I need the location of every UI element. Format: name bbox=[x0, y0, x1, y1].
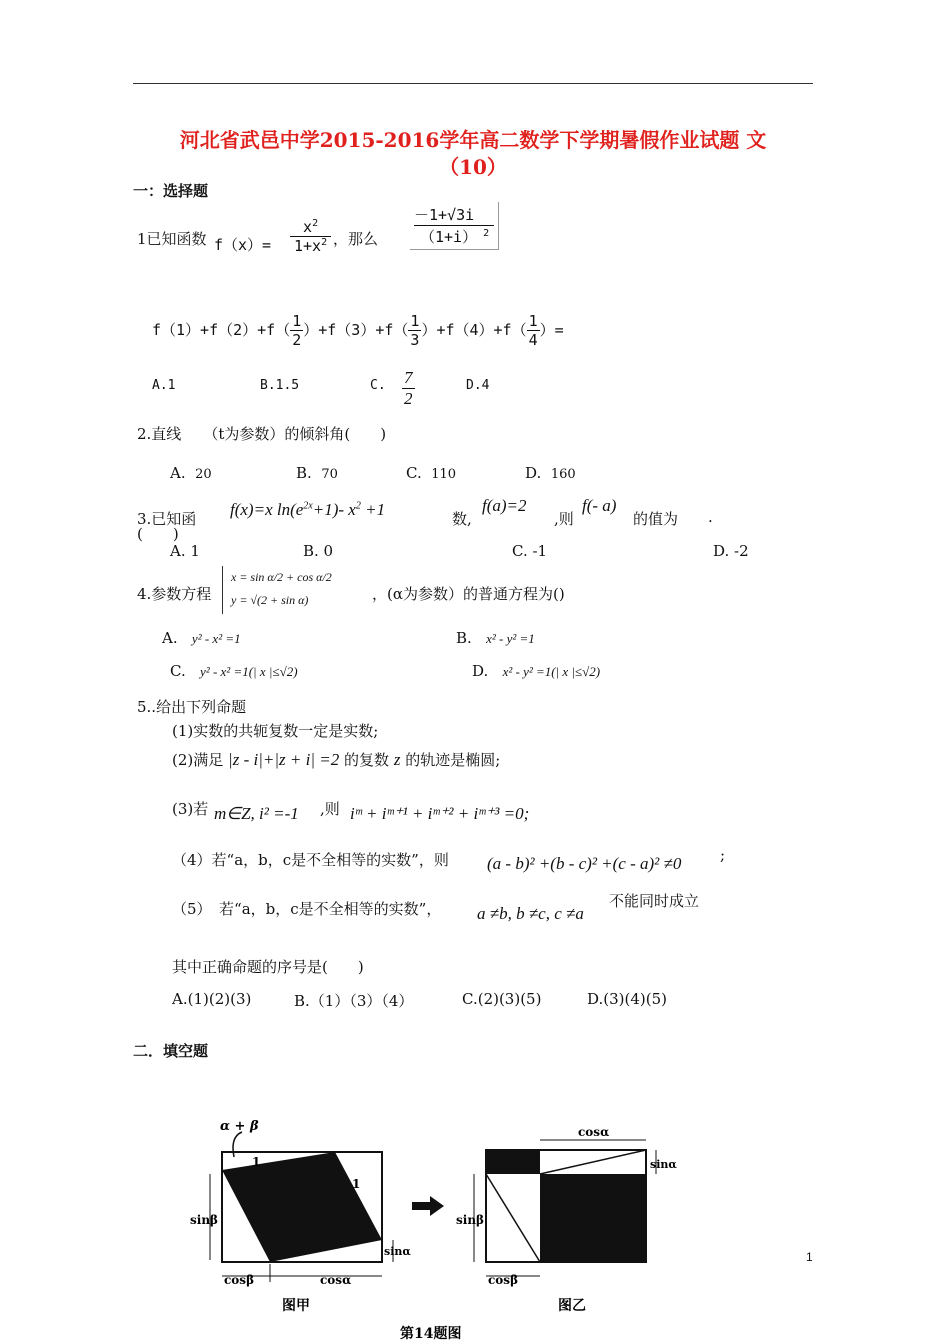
q4-c-label: C. bbox=[170, 662, 186, 680]
q5-p2-c: 的轨迹是椭圆; bbox=[405, 751, 501, 769]
q5-p4-math: (a - b)² +(b - c)² +(c - a)² ≠0 bbox=[487, 854, 682, 873]
figure-a-angle-arc bbox=[233, 1132, 242, 1157]
q1-sum-text: f（1）+f（2）+f（ bbox=[152, 321, 291, 339]
q1-then: ，那么 bbox=[333, 230, 379, 248]
q5-option-b: B.（1）（3）（4） bbox=[294, 992, 414, 1010]
q5-p5-a: （5） 若“a，b，c是不全相等的实数”， bbox=[172, 900, 442, 918]
figure-b-cosa: cosα bbox=[578, 1125, 610, 1139]
arrow-icon bbox=[412, 1196, 444, 1216]
figure-caption: 第14题图 bbox=[400, 1326, 462, 1342]
q4-eq2: y = √(2 + sin α) bbox=[231, 593, 309, 607]
page-number: 1 bbox=[806, 1250, 813, 1264]
q5-option-c: C.(2)(3)(5) bbox=[462, 990, 542, 1008]
section-choice: 一：选择题 bbox=[133, 182, 209, 200]
q1-option-c-label: C. bbox=[370, 378, 386, 393]
q5-p1: (1)实数的共轭复数一定是实数; bbox=[172, 722, 379, 740]
q5-p5-math: a ≠b, b ≠c, c ≠a bbox=[477, 904, 584, 923]
q1-box-den: （1+i） bbox=[420, 228, 478, 246]
q2-text-a: 2.直线 bbox=[137, 425, 182, 443]
q2-text-b: （t为参数）的倾斜角( ) bbox=[203, 425, 387, 443]
q2-d-value: 160 bbox=[550, 467, 576, 482]
q4-option-a bbox=[162, 629, 241, 647]
q5-p5-b: 不能同时成立 bbox=[609, 892, 700, 910]
q2-option-c bbox=[406, 464, 456, 482]
q5-p3-a: (3)若 bbox=[172, 800, 209, 818]
q5-p4-a: （4）若“a，b，c是不全相等的实数”，则 bbox=[172, 851, 449, 869]
q3-paren: ( ) bbox=[137, 525, 179, 543]
q3-mid: 数, bbox=[452, 510, 472, 528]
q2-a-label: A. bbox=[170, 464, 186, 482]
q5-ask: 其中正确命题的序号是( ) bbox=[172, 958, 364, 976]
q5-p2-a: (2)满足 bbox=[172, 751, 224, 769]
figure-a-cosb: cosβ bbox=[224, 1273, 255, 1287]
q3-option-d: D. -2 bbox=[713, 542, 749, 560]
q1-box-num: －1+√3i bbox=[414, 204, 494, 226]
q4-b-value: x² - y² =1 bbox=[486, 631, 535, 646]
document-title-line2: （10） bbox=[439, 155, 507, 179]
q4-option-d bbox=[472, 662, 600, 680]
q2-option-b bbox=[296, 464, 338, 482]
figure-b bbox=[456, 1125, 677, 1314]
q3-func-c: +1 bbox=[360, 500, 386, 519]
q1-den: 1+x bbox=[294, 237, 322, 255]
figure-b-diagonal-left bbox=[486, 1174, 540, 1262]
q3-fma: f(- a) bbox=[582, 496, 617, 515]
q3-func-b: +1)- x bbox=[312, 500, 356, 519]
q2-b-value: 70 bbox=[321, 467, 338, 482]
q1-option-d: D.4 bbox=[466, 378, 490, 393]
q3-option-c: C. -1 bbox=[512, 542, 548, 560]
q3-option-a: A. 1 bbox=[170, 542, 200, 560]
q5-prefix: 5..给出下列命题 bbox=[137, 698, 247, 716]
q1-num: x bbox=[303, 218, 313, 236]
figure-a-one-top: 1 bbox=[252, 1155, 261, 1169]
q1-option-c bbox=[402, 368, 415, 409]
figure-b-caption: 图乙 bbox=[558, 1298, 586, 1314]
q2-d-label: D. bbox=[525, 464, 542, 482]
q5-p3-b: ,则 bbox=[320, 800, 340, 818]
q5-p2-b: 的复数 bbox=[344, 751, 390, 769]
q4-eq1: x = sin α/2 + cos α/2 bbox=[231, 570, 332, 584]
q1-sum: f（1）+f（2）+f（ $\frac{1}{2}$ ）+f（3）+f（ $\frac{1}{3}$ ）+f（4）+f（ $\frac{1}{4}$ ）= bbox=[152, 312, 564, 349]
figure-a-cosa: cosα bbox=[320, 1273, 352, 1287]
q5-p3-m2: iᵐ + iᵐ⁺¹ + iᵐ⁺² + iᵐ⁺³ =0; bbox=[350, 804, 530, 823]
q3-prefix: 3.已知函 bbox=[137, 510, 197, 528]
figure-a-caption: 图甲 bbox=[282, 1298, 310, 1314]
q1-c-num: 7 bbox=[404, 368, 413, 387]
figure-a-sinb: sinβ bbox=[190, 1213, 219, 1227]
q3-func-exp: 2x bbox=[303, 500, 313, 512]
q1-prefix: 1已知函数 bbox=[137, 230, 207, 248]
q5-p4-end: ; bbox=[720, 846, 726, 864]
figure-a-parallelogram bbox=[222, 1152, 382, 1262]
q1-c-den: 2 bbox=[404, 389, 413, 408]
header-rule bbox=[133, 83, 813, 84]
q3-dot: . bbox=[708, 508, 713, 526]
q4-system bbox=[222, 566, 332, 614]
q4-b-label: B. bbox=[456, 629, 472, 647]
q3-func-a: f(x)=x ln(e bbox=[230, 500, 304, 519]
q1-box: －1+√3i （1+i） $^2$ bbox=[410, 202, 499, 250]
q4-d-value: x² - y² =1(| x |≤√2) bbox=[502, 664, 601, 679]
q5-option-d: D.(3)(4)(5) bbox=[587, 990, 668, 1008]
figure-b-diagonal-top bbox=[540, 1150, 646, 1174]
q4-option-c bbox=[170, 662, 298, 680]
q1-option-b: B.1.5 bbox=[260, 378, 300, 393]
q4-c-value: y² - x² =1(| x |≤√2) bbox=[200, 664, 298, 679]
q4-suffix: ，(α为参数）的普通方程为() bbox=[372, 585, 565, 603]
figure-b-main-block bbox=[540, 1174, 646, 1262]
q1-func: f（x）= bbox=[214, 236, 272, 254]
q5-p2-math: |z - i|+|z + i| =2 bbox=[228, 750, 340, 769]
q2-option-d bbox=[525, 464, 576, 482]
figure-b-sinb: sinβ bbox=[456, 1213, 485, 1227]
figure-a-alpha-beta: α + β bbox=[220, 1119, 259, 1134]
q4-option-b bbox=[456, 629, 535, 647]
figure-b-cosb: cosβ bbox=[488, 1273, 519, 1287]
q3-tail: 的值为 bbox=[633, 510, 679, 528]
figure-a-one-right: 1 bbox=[352, 1177, 361, 1191]
q5-option-a: A.(1)(2)(3) bbox=[172, 990, 252, 1008]
q2-text bbox=[137, 423, 386, 444]
q3-function: f(x)=x $\ln(e^{2x}+1)-$ $x^2 +1$ bbox=[230, 500, 386, 519]
q5-p3-m1: m∈Z, i² =-1 bbox=[214, 804, 299, 823]
q3-fa: f(a)=2 bbox=[482, 496, 527, 515]
q2-b-label: B. bbox=[296, 464, 312, 482]
q3-then: ,则 bbox=[554, 510, 574, 528]
figure-14 bbox=[190, 1112, 690, 1344]
q5-p2-z: z bbox=[393, 750, 401, 769]
q4-a-label: A. bbox=[162, 629, 178, 647]
q4-a-value: y² - x² =1 bbox=[191, 631, 241, 646]
q4-prefix: 4.参数方程 bbox=[137, 585, 212, 603]
q3-option-b: B. 0 bbox=[303, 542, 334, 560]
q2-a-value: 20 bbox=[195, 467, 212, 482]
q2-option-a bbox=[170, 464, 212, 482]
q2-c-label: C. bbox=[406, 464, 422, 482]
figure-a bbox=[190, 1119, 411, 1314]
document-title-line1: 河北省武邑中学2015-2016学年高二数学下学期暑假作业试题 文 bbox=[179, 128, 767, 152]
section-fill: 二．填空题 bbox=[133, 1042, 209, 1060]
q1-option-a: A.1 bbox=[152, 378, 176, 393]
figure-b-top-left-block bbox=[486, 1150, 540, 1174]
figure-b-sina: sinα bbox=[650, 1158, 677, 1171]
q5-p2 bbox=[172, 749, 500, 770]
q4-d-label: D. bbox=[472, 662, 489, 680]
q1-fraction: $x^2$ $1+x^2$ bbox=[290, 218, 331, 255]
q2-c-value: 110 bbox=[431, 467, 457, 482]
figure-a-sina: sinα bbox=[384, 1245, 411, 1258]
